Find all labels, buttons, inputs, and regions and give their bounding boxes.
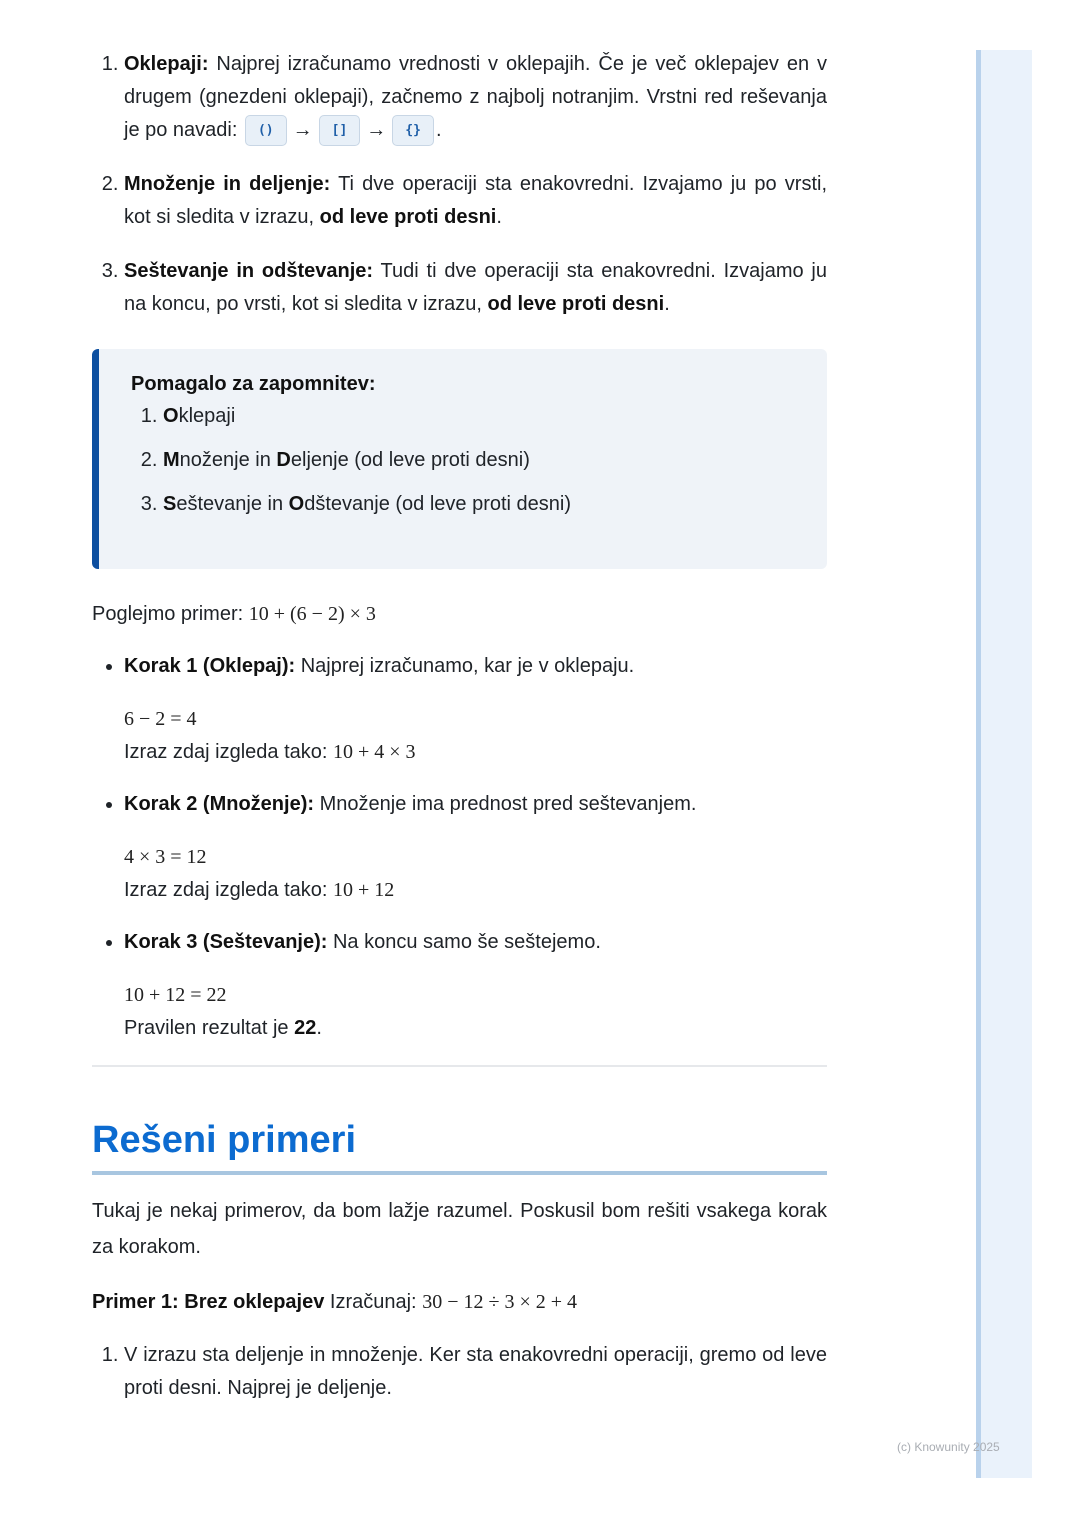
rule-item: 1. Oklepaji: Najprej izračunamo vrednosti v oklepajih. Če je več oklepajev en v drugem (gnezdeni oklepaji), začnemo z najbolj notranjim. Vrstni red reševanja je po navadi: () → [] → {} .: [124, 48, 827, 147]
side-panel: [976, 50, 1032, 1478]
mnemonic-item: 3. Seštevanje in Odštevanje (od leve proti desni): [163, 490, 795, 518]
brackets-code: []: [319, 115, 361, 146]
result-value: 22: [294, 1017, 317, 1039]
primer-1-heading: Primer 1: Brez oklepajev Izračunaj: 30 − 12 ÷ 3 × 2 + 4: [92, 1291, 578, 1313]
mnemonic-item: 2. Množenje in Deljenje (od leve proti desni): [163, 446, 795, 474]
section-heading: Rešeni primeri: [92, 1115, 827, 1175]
copyright-footer: (c) Knowunity 2025: [897, 1440, 1000, 1454]
step-calc: 6 − 2 = 4: [124, 708, 197, 730]
example-steps: [92, 651, 827, 1045]
rule-item: 2. Množenje in deljenje: Ti dve operaciji sta enakovredni. Izvajamo ju po vrsti, kot si sledita v izrazu, od leve proti desni.: [124, 168, 827, 234]
primer-1-steps: [92, 1339, 827, 1405]
primer-step: 1. V izrazu sta deljenje in množenje. Ker sta enakovredni operaciji, gremo od leve proti desni. Najprej je deljenje.: [124, 1339, 827, 1405]
step-calc: 4 × 3 = 12: [124, 846, 207, 868]
document-content: [92, 48, 827, 1405]
mnemonic-item: 1. Oklepaji: [163, 402, 795, 430]
rule-label: Oklepaji:: [124, 53, 209, 75]
callout-title: Pomagalo za zapomnitev:: [131, 373, 376, 395]
mnemonic-list: [131, 402, 795, 518]
step-item: • Korak 3 (Seštevanje): Na koncu samo še seštejemo. 10 + 12 = 22 Pravilen rezultat je 22.: [124, 927, 827, 1045]
parentheses-code: (): [245, 115, 287, 146]
arrow-icon: →: [366, 119, 387, 141]
section-intro: Tukaj je nekaj primerov, da bom lažje razumel. Poskusil bom rešiti vsakega korak za korakom.: [92, 1200, 827, 1258]
mnemonic-callout: [92, 349, 827, 569]
order-rules-list: [92, 48, 827, 321]
rule-label: Množenje in deljenje:: [124, 173, 331, 195]
step-item: • Korak 1 (Oklepaj): Najprej izračunamo, kar je v oklepaju. 6 − 2 = 4 Izraz zdaj izgleda tako: 10 + 4 × 3: [124, 651, 827, 769]
step-item: • Korak 2 (Množenje): Množenje ima prednost pred seštevanjem. 4 × 3 = 12 Izraz zdaj izgleda tako: 10 + 12: [124, 789, 827, 907]
arrow-icon: →: [292, 119, 313, 141]
math-expression: 30 − 12 ÷ 3 × 2 + 4: [422, 1291, 578, 1313]
braces-code: {}: [392, 115, 434, 146]
example-intro: Poglejmo primer: 10 + (6 − 2) × 3: [92, 603, 376, 625]
rule-item: 3. Seštevanje in odštevanje: Tudi ti dve operaciji sta enakovredni. Izvajamo ju na koncu, po vrsti, kot si sledita v izrazu, od leve proti desni.: [124, 255, 827, 321]
rule-label: Seštevanje in odštevanje:: [124, 260, 374, 282]
math-expression: 10 + (6 − 2) × 3: [248, 603, 376, 625]
step-calc: 10 + 12 = 22: [124, 984, 227, 1006]
section-divider: [92, 1065, 827, 1067]
